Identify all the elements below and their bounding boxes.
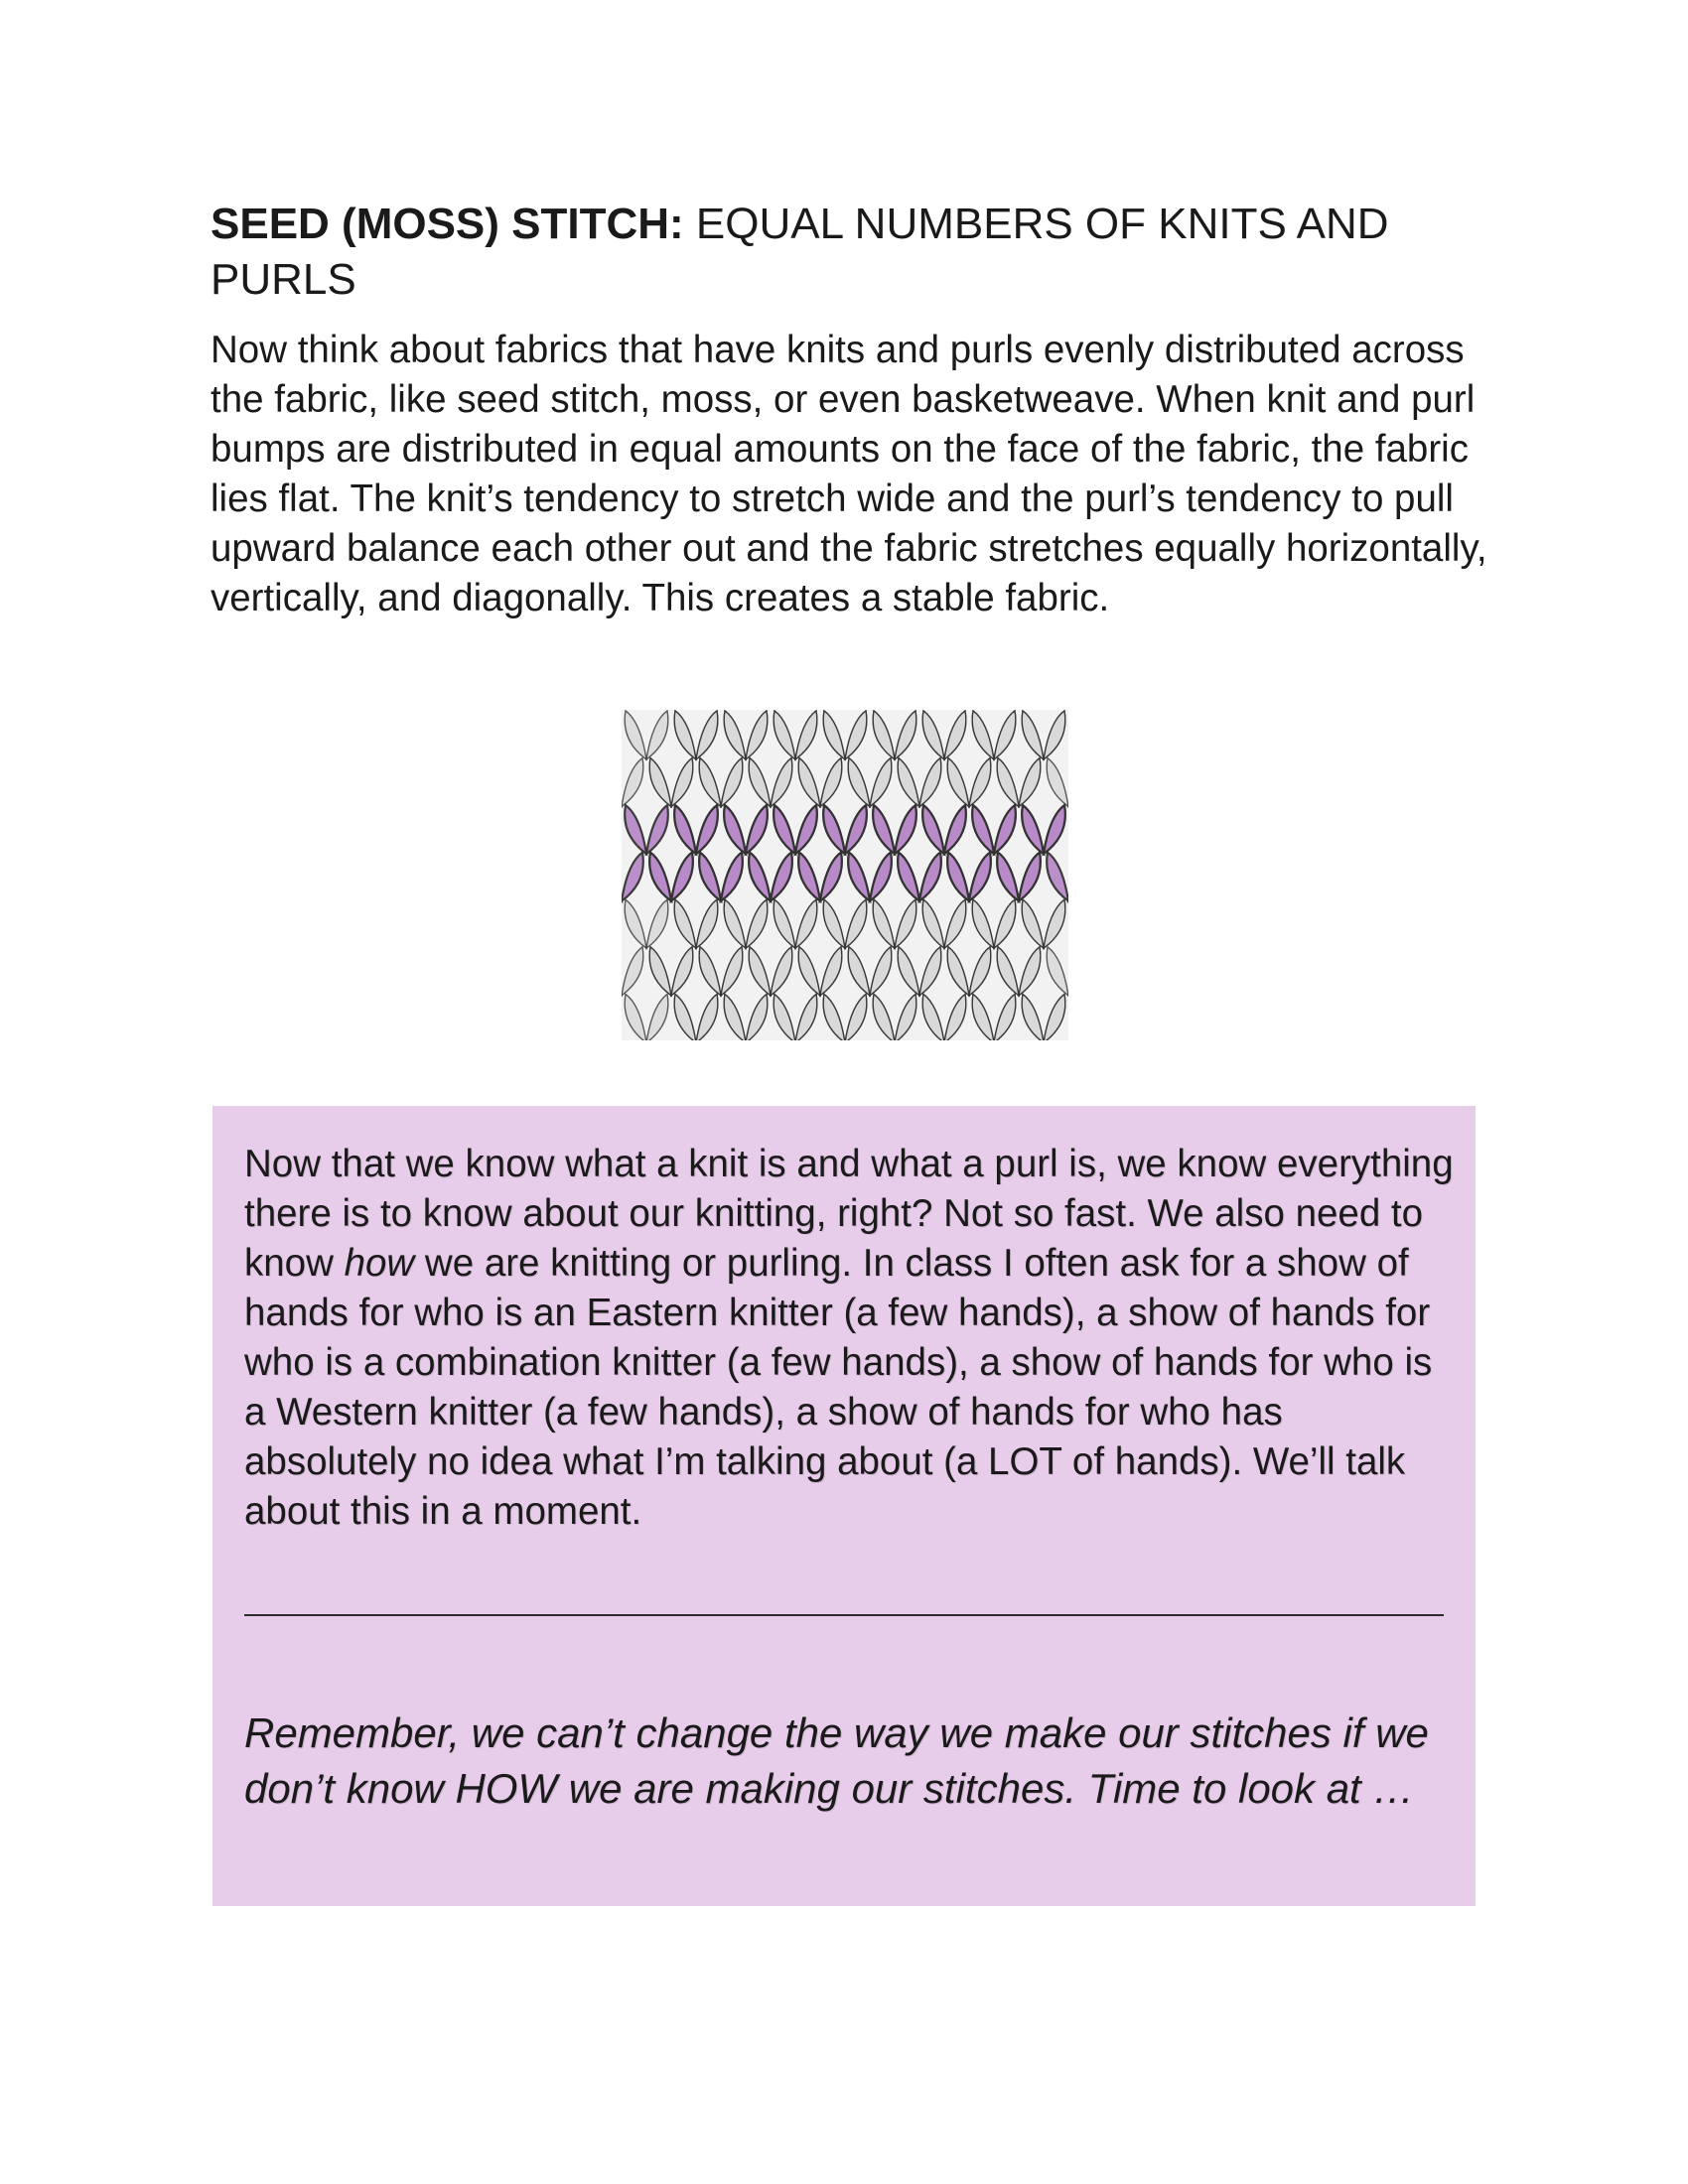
stitch-leg [674, 805, 696, 854]
stitch-leg [749, 947, 771, 996]
stitch-leg [625, 899, 646, 948]
stitch-leg [922, 711, 944, 759]
stitch-leg [1022, 899, 1044, 948]
stitch-leg [969, 758, 991, 807]
stitch-leg [699, 947, 721, 996]
stitch-leg [972, 805, 994, 854]
stitch-leg [845, 899, 867, 948]
stitch-leg [699, 853, 721, 901]
stitch-leg [622, 758, 643, 807]
stitch-leg [646, 805, 668, 854]
stitch-leg [674, 899, 696, 948]
stitch-leg [724, 994, 746, 1040]
stitch-leg [972, 994, 994, 1040]
stitch-leg [1022, 994, 1044, 1040]
stitch-leg [823, 994, 845, 1040]
stitch-leg [622, 947, 643, 996]
stitch-leg [972, 899, 994, 948]
stitch-leg [969, 947, 991, 996]
stitch-leg [724, 805, 746, 854]
stitch-leg [895, 805, 916, 854]
stitch-leg [898, 853, 919, 901]
stitch-leg [671, 758, 693, 807]
stitch-leg [798, 947, 820, 996]
stitch-leg [1044, 711, 1065, 759]
stitch-leg [696, 994, 718, 1040]
stitch-leg [795, 711, 817, 759]
stitch-leg [721, 758, 743, 807]
stitch-leg [919, 758, 941, 807]
stitch-leg [771, 758, 792, 807]
stitch-leg [870, 947, 892, 996]
stitch-leg [873, 711, 895, 759]
stitch-leg [696, 805, 718, 854]
stitch-leg [1044, 994, 1065, 1040]
callout-note: Remember, we can’t change the way we make our stitches if we don’t know HOW we are making our stitches. Time to look at … [244, 1709, 1429, 1812]
stitch-leg [895, 899, 916, 948]
stitch-leg [994, 994, 1016, 1040]
intro-paragraph: Now think about fabrics that have knits and purls evenly distributed across the fabric, like seed stitch, moss, or even basketweave. When knit and purl bumps are distributed in equal amounts on the face of the fabric, the fabric lies flat. The knit’s tendency to stretch wide and the purl’s tendency to pull upward balance each other out and the fabric stretches equally horizontally, vertically, and diagonally. This creates a stable fabric. [211, 329, 1487, 619]
stitch-leg [870, 853, 892, 901]
divider-rule [244, 1614, 1444, 1616]
callout-body [244, 1140, 1456, 1537]
knit-fabric-illustration [622, 710, 1068, 1040]
stitch-leg [795, 805, 817, 854]
stitch-leg [823, 805, 845, 854]
stitch-leg [746, 994, 768, 1040]
stitch-leg [696, 899, 718, 948]
stitch-leg [873, 805, 895, 854]
stitch-leg [845, 711, 867, 759]
stitch-leg [922, 994, 944, 1040]
stitch-leg [625, 711, 646, 759]
callout-body-end: we are knitting or purling. In class I often ask for a show of hands for who is an Eastern knitter (a few hands), a show of hands for who is a combination knitter (a few hands), a show of hands for who is a Western knitter (a few hands), a show of hands for who has absolutely no idea what I’m talking about (a LOT of hands). We’ll talk about this in a moment. [244, 1242, 1433, 1533]
stitch-leg [823, 711, 845, 759]
stitch-leg [721, 853, 743, 901]
callout-body-start: Now that we know what a knit is and what a purl is, we know everything there is to know about our knitting, right? Not so fast. We also need to know [244, 1143, 1454, 1285]
stitch-leg [997, 758, 1019, 807]
stitch-leg [674, 711, 696, 759]
stitch-leg [671, 947, 693, 996]
stitch-leg [870, 758, 892, 807]
stitch-leg [845, 994, 867, 1040]
stitch-leg [1019, 853, 1041, 901]
stitch-leg [848, 947, 870, 996]
stitch-leg [944, 711, 966, 759]
knit-fabric-figure [622, 710, 1068, 1040]
stitch-leg [895, 994, 916, 1040]
stitch-leg [944, 994, 966, 1040]
stitch-leg [1019, 758, 1041, 807]
stitch-leg [919, 853, 941, 901]
stitch-leg [972, 711, 994, 759]
stitch-leg [1022, 711, 1044, 759]
stitch-leg [646, 994, 668, 1040]
stitch-leg [873, 899, 895, 948]
heading-bold: SEED (MOSS) STITCH: [211, 200, 684, 248]
stitch-leg [625, 994, 646, 1040]
stitch-leg [848, 853, 870, 901]
stitch-leg [1044, 899, 1065, 948]
stitch-leg [944, 899, 966, 948]
stitch-leg [646, 711, 668, 759]
stitch-leg [771, 947, 792, 996]
page-heading [211, 197, 1491, 308]
stitch-leg [919, 947, 941, 996]
stitch-leg [922, 805, 944, 854]
stitch-leg [671, 853, 693, 901]
stitch-leg [699, 758, 721, 807]
stitch-leg [820, 758, 842, 807]
stitch-leg [820, 853, 842, 901]
stitch-leg [823, 899, 845, 948]
stitch-leg [774, 805, 795, 854]
callout-emphasis: how [344, 1242, 415, 1285]
stitch-leg [1044, 805, 1065, 854]
stitch-leg [848, 758, 870, 807]
stitch-leg [646, 899, 668, 948]
stitch-leg [749, 758, 771, 807]
stitch-leg [649, 853, 671, 901]
stitch-leg [774, 711, 795, 759]
stitch-leg [798, 853, 820, 901]
stitch-leg [1047, 947, 1068, 996]
stitch-leg [721, 947, 743, 996]
stitch-leg [625, 805, 646, 854]
stitch-leg [1019, 947, 1041, 996]
stitch-leg [873, 994, 895, 1040]
stitch-leg [746, 899, 768, 948]
stitch-leg [749, 853, 771, 901]
stitch-leg [820, 947, 842, 996]
stitch-leg [947, 758, 969, 807]
stitch-leg [947, 853, 969, 901]
stitch-leg [724, 899, 746, 948]
stitch-leg [994, 805, 1016, 854]
stitch-leg [922, 899, 944, 948]
stitch-leg [649, 758, 671, 807]
stitch-leg [746, 805, 768, 854]
callout-box [212, 1106, 1476, 1906]
stitch-leg [947, 947, 969, 996]
stitch-leg [674, 994, 696, 1040]
stitch-leg [696, 711, 718, 759]
heading-rest: EQUAL NUMBERS OF KNITS AND PURLS [211, 200, 1389, 304]
stitch-leg [622, 853, 643, 901]
stitch-leg [1047, 758, 1068, 807]
stitch-leg [746, 711, 768, 759]
stitch-leg [898, 758, 919, 807]
stitch-leg [895, 711, 916, 759]
stitch-leg [845, 805, 867, 854]
stitch-leg [771, 853, 792, 901]
stitch-leg [774, 899, 795, 948]
stitch-leg [969, 853, 991, 901]
stitch-leg [997, 947, 1019, 996]
stitch-leg [994, 899, 1016, 948]
stitch-leg [1047, 853, 1068, 901]
stitch-leg [1022, 805, 1044, 854]
stitch-leg [898, 947, 919, 996]
stitch-leg [649, 947, 671, 996]
stitch-leg [798, 758, 820, 807]
stitch-leg [795, 899, 817, 948]
stitch-leg [997, 853, 1019, 901]
stitch-leg [774, 994, 795, 1040]
stitch-leg [944, 805, 966, 854]
stitch-leg [724, 711, 746, 759]
stitch-leg [994, 711, 1016, 759]
stitch-leg [795, 994, 817, 1040]
